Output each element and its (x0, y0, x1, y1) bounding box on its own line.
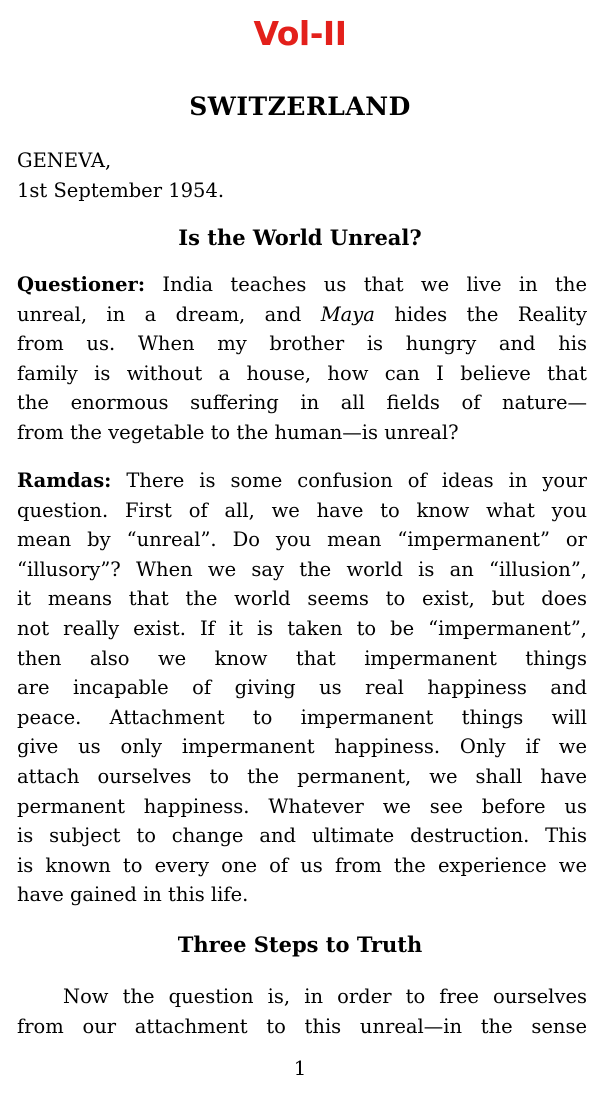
text-line: not really exist. If it is taken to be “impermanent”, (17, 616, 587, 640)
body-paragraph (17, 982, 587, 1041)
text-line: permanent happiness. Whatever we see before us (17, 794, 587, 818)
section-heading-1: Is the World Unreal? (178, 225, 422, 250)
page-number: 1 (293, 1056, 307, 1080)
text-line: peace. Attachment to impermanent things will (17, 705, 587, 729)
ramdas-label: Ramdas: (17, 469, 112, 492)
questioner-label: Questioner: (17, 273, 146, 296)
text-line: from the vegetable to the human—is unreal? (17, 420, 459, 444)
text-line: unreal, in a dream, and Maya hides the Reality (17, 302, 588, 326)
dateline-date: 1st September 1954. (17, 179, 225, 202)
text-line: have gained in this life. (17, 883, 249, 907)
text-line: from our attachment to this unreal—in the sense (17, 1014, 587, 1038)
chapter-title: SWITZERLAND (189, 92, 411, 121)
dateline (17, 146, 224, 206)
dateline-place: GENEVA, (17, 149, 112, 172)
maya-term: Maya (320, 302, 375, 326)
questioner-paragraph (17, 270, 587, 448)
text-line: is known to every one of us from the experience we (17, 853, 587, 877)
text-line: then also we know that impermanent things (17, 646, 587, 670)
text-line: question. First of all, we have to know what you (17, 498, 587, 522)
text-line: Ramdas: There is some confusion of ideas in your (17, 469, 587, 492)
text-line: “illusory”? When we say the world is an “illusion”, (17, 557, 587, 581)
text-line: are incapable of giving us real happiness and (17, 676, 587, 700)
text-line: Now the question is, in order to free ourselves (63, 985, 587, 1008)
volume-label: Vol-II (253, 14, 347, 53)
section-heading-2: Three Steps to Truth (177, 932, 423, 957)
text-line: attach ourselves to the permanent, we shall have (17, 764, 587, 788)
text-line: family is without a house, how can I believe that (17, 361, 587, 385)
text-line: the enormous suffering in all fields of nature— (17, 391, 587, 415)
ramdas-paragraph (17, 466, 587, 910)
text-line: give us only impermanent happiness. Only if we (17, 735, 587, 759)
text-line: is subject to change and ultimate destruction. This (17, 824, 587, 848)
text-line: it means that the world seems to exist, but does (17, 587, 587, 611)
text-line: Questioner: India teaches us that we live in the (17, 273, 587, 296)
text-line: from us. When my brother is hungry and his (17, 332, 587, 356)
text-line: mean by “unreal”. Do you mean “impermanent” or (17, 528, 587, 552)
